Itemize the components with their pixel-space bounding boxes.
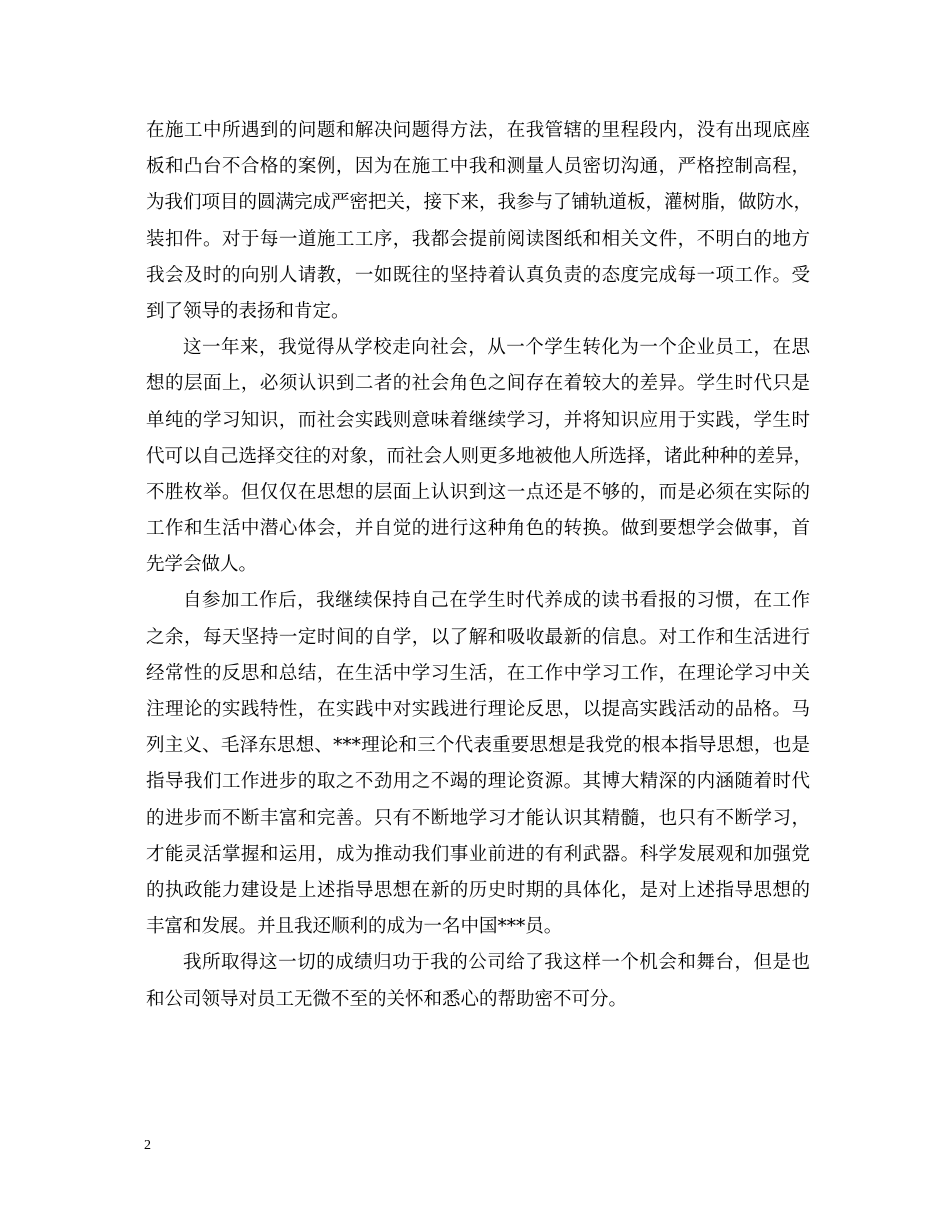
text-line: 在施工中所遇到的问题和解决问题得方法，在我管辖的里程段内，没有出现底座 xyxy=(146,120,810,141)
text-line: 工作和生活中潜心体会，并自觉的进行这种角色的转换。做到要想学会做事，首 xyxy=(146,518,810,540)
paragraph-2 xyxy=(146,330,813,583)
text-line: 到了领导的表扬和肯定。 xyxy=(146,300,350,322)
text-line: 我所取得这一切的成绩归功于我的公司给了我这样一个机会和舞台，但是也 xyxy=(183,952,810,974)
text-line: 这一年来，我觉得从学校走向社会，从一个学生转化为一个企业员工，在思 xyxy=(183,337,810,359)
text-line: 丰富和发展。并且我还顺利的成为一名中国***员。 xyxy=(146,916,563,938)
text-line: 代可以自己选择交往的对象，而社会人则更多地被他人所选择，诸此种种的差异， xyxy=(146,445,813,467)
page-number: 2 xyxy=(144,1138,151,1153)
text-line: 的进步而不断丰富和完善。只有不断地学习才能认识其精髓，也只有不断学习， xyxy=(146,807,810,829)
paragraph-1 xyxy=(146,113,813,330)
body-text xyxy=(146,113,813,1018)
text-line: 才能灵活掌握和运用，成为推动我们事业前进的有利武器。科学发展观和加强党 xyxy=(146,843,810,865)
text-line: 装扣件。对于每一道施工工序，我都会提前阅读图纸和相关文件，不明白的地方 xyxy=(146,228,810,250)
text-line: 不胜枚举。但仅仅在思想的层面上认识到这一点还是不够的，而是必须在实际的 xyxy=(146,481,810,503)
text-line: 单纯的学习知识，而社会实践则意味着继续学习，并将知识应用于实践，学生时 xyxy=(146,409,810,431)
text-line: 的执政能力建设是上述指导思想在新的历史时期的具体化，是对上述指导思想的 xyxy=(146,879,810,901)
text-line: 之余，每天坚持一定时间的自学，以了解和吸收最新的信息。对工作和生活进行 xyxy=(146,626,810,648)
text-line: 和公司领导对员工无微不至的关怀和悉心的帮助密不可分。 xyxy=(146,988,628,1010)
text-line: 自参加工作后，我继续保持自己在学生时代养成的读书看报的习惯，在工作 xyxy=(183,590,810,612)
text-line: 指导我们工作进步的取之不劲用之不竭的理论资源。其博大精深的内涵随着时代 xyxy=(146,771,810,793)
text-line: 我会及时的向别人请教，一如既往的坚持着认真负责的态度完成每一项工作。受 xyxy=(146,264,810,286)
text-line: 注理论的实践特性，在实践中对实践进行理论反思，以提高实践活动的品格。马 xyxy=(146,699,810,720)
paragraph-4 xyxy=(146,945,810,1017)
text-line: 经常性的反思和总结，在生活中学习生活，在工作中学习工作，在理论学习中关 xyxy=(146,662,810,684)
text-line: 为我们项目的圆满完成严密把关，接下来，我参与了铺轨道板，灌树脂，做防水， xyxy=(146,192,813,214)
text-line: 先学会做人。 xyxy=(146,554,258,576)
text-line: 想的层面上，必须认识到二者的社会角色之间存在着较大的差异。学生时代只是 xyxy=(146,373,810,395)
text-line: 列主义、毛泽东思想、***理论和三个代表重要思想是我党的根本指导思想，也是 xyxy=(146,735,810,757)
paragraph-3 xyxy=(146,583,810,945)
text-line: 板和凸台不合格的案例，因为在施工中我和测量人员密切沟通，严格控制高程， xyxy=(146,156,810,178)
